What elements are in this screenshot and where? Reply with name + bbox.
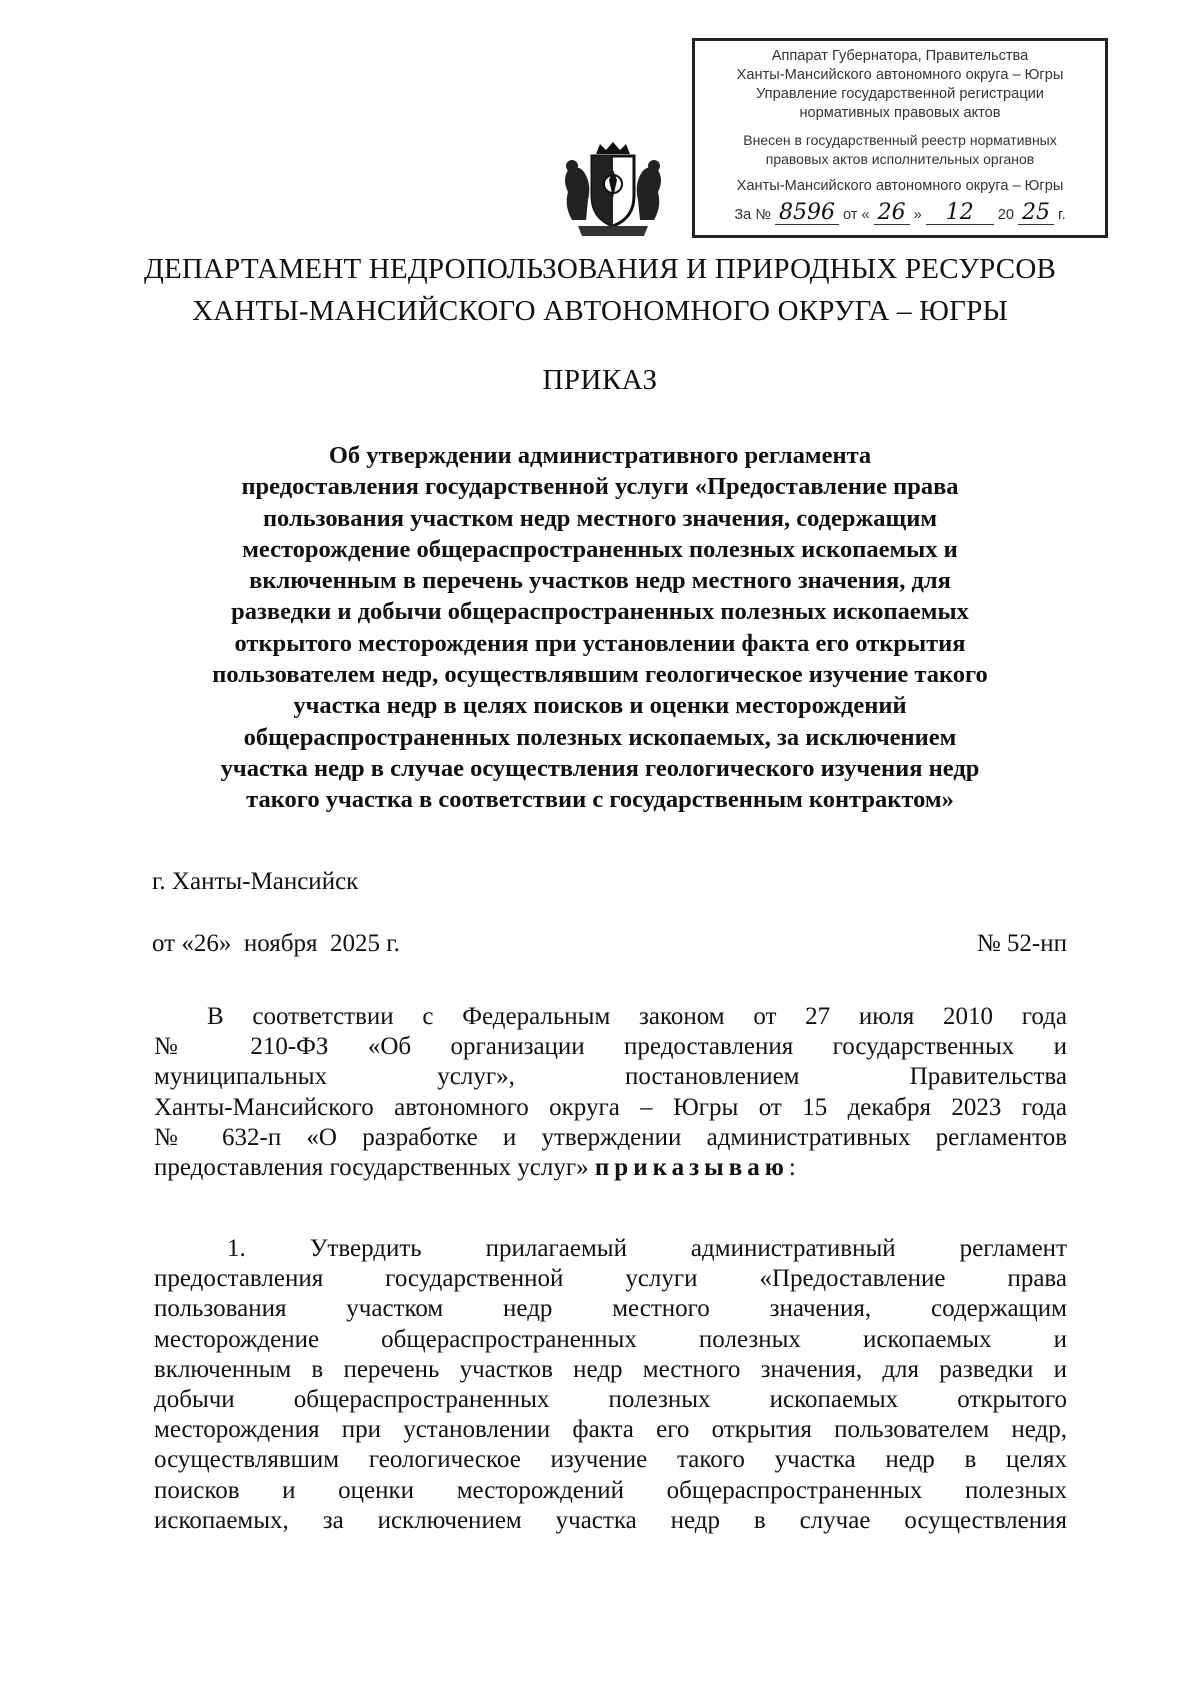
title-line: участка недр в целях поисков и оценки месторождений [293, 692, 907, 720]
preamble-line: № 632-п «О разработке и утверждении административных регламентов [154, 1123, 1067, 1151]
document-city: г. Ханты-Мансийск [152, 868, 359, 895]
title-line: пользования участком недр местного значения, содержащим [262, 504, 938, 532]
title-line: включенным в перечень участков недр местного значения, для [249, 567, 951, 595]
item-line: месторождения при установлении факта его открытия пользователем недр, [154, 1416, 1067, 1444]
stamp-line: Внесен в государственный реестр нормативных [743, 132, 1057, 148]
stamp-reg-day: 26 [874, 202, 910, 225]
department-name-line: ДЕПАРТАМЕНТ НЕДРОПОЛЬЗОВАНИЯ И ПРИРОДНЫХ РЕСУРСОВ [143, 253, 1057, 285]
item-line: месторождение общераспространенных полезных ископаемых и [154, 1325, 1067, 1353]
stamp-reg-prefix: За № [734, 207, 772, 223]
department-region-line: ХАНТЫ-МАНСИЙСКОГО АВТОНОМНОГО ОКРУГА – ЮГРЫ [192, 295, 1008, 327]
stamp-line: правовых актов исполнительных органов [765, 151, 1035, 167]
preamble-line [154, 1153, 1067, 1183]
stamp-line: нормативных правовых актов [799, 105, 1001, 121]
stamp-reg-month: 12 [926, 202, 994, 225]
item-line: предоставления государственной услуги «Предоставление права [154, 1265, 1067, 1293]
title-line: открытого месторождения при установлении факта его открытия [234, 629, 966, 657]
document-title [140, 440, 1060, 816]
item-line: добычи общераспространенных полезных ископаемых открытого [154, 1385, 1067, 1413]
title-line: такого участка в соответствии с государственным контрактом» [246, 786, 954, 814]
preamble-line: Ханты-Мансийского автономного округа – Югры от 15 декабря 2023 года [154, 1093, 1067, 1121]
title-line: предоставления государственной услуги «Предоставление права [241, 473, 959, 501]
title-line: разведки и добычи общераспространенных полезных ископаемых [231, 598, 969, 626]
preamble-paragraph [154, 1002, 1067, 1183]
item-line: поисков и оценки месторождений общераспространенных полезных [154, 1476, 1067, 1504]
item-line: осуществлявшим геологическое изучение такого участка недр в целях [154, 1446, 1067, 1474]
stamp-reg-year: 25 [1018, 202, 1054, 225]
preamble-line: муниципальных услуг», постановлением Правительства [154, 1063, 1067, 1091]
preamble-line: № 210-ФЗ «Об организации предоставления государственных и [154, 1033, 1067, 1061]
registration-stamp [692, 38, 1108, 238]
stamp-line: Ханты-Мансийского автономного округа – Югры [736, 178, 1064, 194]
title-line: пользователем недр, осуществлявшим геологическое изучение такого [212, 661, 988, 689]
stamp-reg-from: от « [843, 207, 870, 223]
stamp-registration-line [695, 202, 1105, 225]
preamble-line: В соответствии с Федеральным законом от 27 июля 2010 года [207, 1003, 1067, 1030]
item-line: пользования участком недр местного значения, содержащим [154, 1295, 1067, 1323]
document-type: ПРИКАЗ [542, 364, 658, 396]
title-line: месторождение общераспространенных полезных ископаемых и [242, 535, 958, 563]
order-word: приказываю [594, 1153, 789, 1181]
stamp-line: Ханты-Мансийского автономного округа – Югры [736, 67, 1064, 83]
order-item-1 [154, 1234, 1067, 1536]
item-line: ископаемых, за исключением участка недр в случае осуществления [154, 1506, 1067, 1534]
item-line: 1. Утвердить прилагаемый административный регламент [227, 1235, 1067, 1262]
stamp-reg-quote: » [913, 207, 922, 223]
stamp-reg-number: 8596 [775, 202, 839, 225]
department-header [0, 248, 1200, 332]
item-line: включенным в перечень участков недр местного значения, для разведки и [154, 1355, 1067, 1383]
document-date: от «26» ноября 2025 г. [152, 930, 400, 957]
coat-of-arms-icon [558, 140, 668, 240]
title-line: Об утверждении административного регламента [328, 442, 872, 469]
stamp-line: Управление государственной регистрации [756, 86, 1044, 102]
preamble-colon: : [788, 1153, 796, 1181]
stamp-reg-suffix: г. [1058, 207, 1066, 223]
title-line: участка недр в случае осуществления геологического изучения недр [220, 754, 980, 782]
title-line: общераспространенных полезных ископаемых, за исключением [243, 723, 957, 751]
preamble-last-text: предоставления государственных услуг» [154, 1153, 595, 1181]
document-number: № 52-нп [976, 930, 1067, 957]
stamp-line: Аппарат Губернатора, Правительства [771, 48, 1029, 64]
stamp-reg-year-prefix: 20 [997, 207, 1015, 223]
